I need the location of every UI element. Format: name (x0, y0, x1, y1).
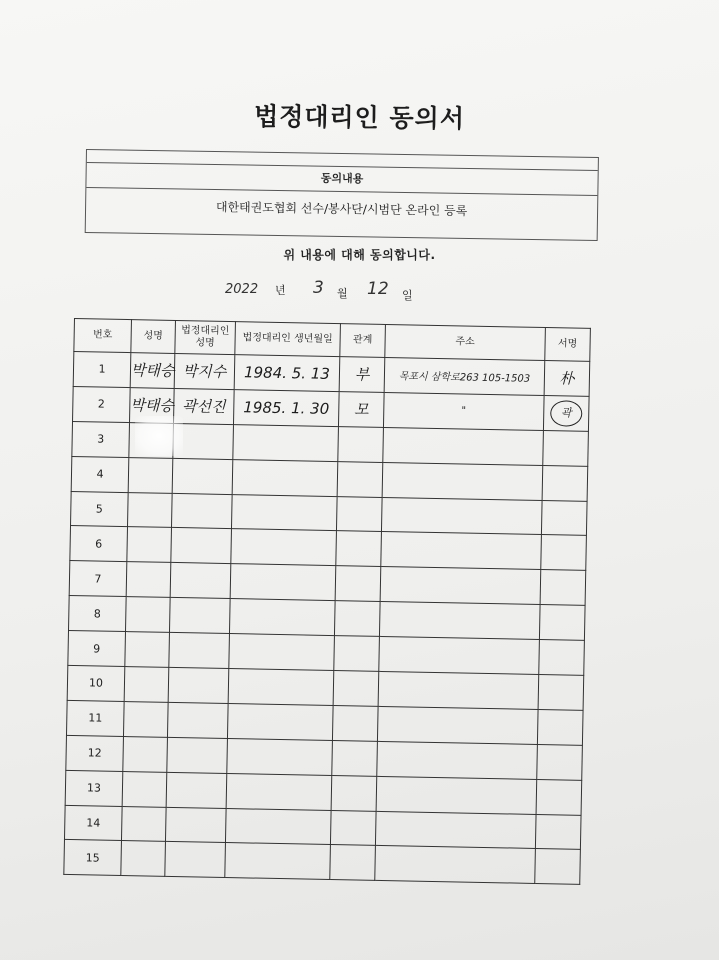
cell-relation (336, 496, 382, 532)
cell-address (381, 532, 542, 570)
cell-guardian-birth (232, 459, 338, 496)
cell-name-text: 박태승 (130, 396, 174, 416)
cell-no-text: 12 (87, 746, 102, 760)
cell-no-text: 13 (86, 781, 102, 795)
cell-no-text: 2 (97, 397, 105, 411)
header-address: 주소 (385, 324, 546, 360)
cell-guardian-name (172, 458, 233, 494)
header-guardian-birth: 법정대리인 생년월일 (235, 322, 341, 357)
cell-address (384, 357, 545, 395)
cell-signature (543, 430, 589, 466)
cell-relation (336, 531, 382, 567)
cell-relation (334, 601, 380, 637)
header-no: 번호 (74, 319, 132, 353)
cell-guardian-name (165, 842, 226, 878)
cell-address (379, 637, 540, 675)
cell-no (65, 770, 123, 806)
cell-guardian-birth (230, 564, 336, 601)
cell-relation (338, 426, 384, 462)
cell-name-text: 박태승 (130, 361, 175, 381)
cell-no-text: 10 (88, 676, 104, 691)
cell-guardian-birth (233, 389, 339, 426)
cell-signature (541, 535, 587, 571)
cell-guardian-birth (226, 773, 332, 810)
cell-name (127, 492, 172, 528)
cell-guardian-birth (228, 669, 334, 706)
cell-name (128, 457, 173, 493)
cell-guardian-name (174, 353, 235, 389)
cell-guardian-name (171, 493, 232, 529)
cell-guardian-birth (231, 529, 337, 566)
cell-name (125, 597, 170, 633)
cell-signature (542, 465, 588, 501)
cell-guardian-birth (227, 703, 333, 740)
cell-address (383, 427, 544, 465)
cell-name (121, 841, 166, 877)
cell-signature (537, 709, 583, 745)
cell-no-text: 7 (94, 572, 102, 586)
cell-address-text: 목포시 삼학로263 105-1503 (398, 371, 531, 386)
cell-name (125, 632, 170, 668)
cell-signature (539, 640, 585, 676)
cell-relation (339, 357, 385, 393)
cell-guardian-birth (225, 808, 331, 845)
date-line (225, 278, 525, 304)
cell-no-text: 14 (86, 816, 101, 830)
cell-no-text: 15 (85, 851, 100, 865)
cell-address (378, 671, 539, 709)
cell-guardian-name (166, 772, 227, 808)
cell-guardian-name-text: 곽선진 (181, 397, 226, 417)
cell-no (71, 456, 129, 492)
cell-address (375, 846, 536, 884)
header-relation: 관계 (340, 324, 386, 358)
cell-guardian-birth (229, 599, 335, 636)
cell-relation (332, 740, 378, 776)
date-day: 12 (367, 279, 389, 299)
cell-guardian-name (171, 528, 232, 564)
cell-relation (332, 705, 378, 741)
cell-relation (334, 636, 380, 672)
cell-guardian-name (167, 702, 228, 738)
cell-address (381, 497, 542, 535)
cell-signature (540, 570, 586, 606)
cell-signature (535, 849, 581, 885)
cell-signature-text: 곽 (550, 400, 582, 427)
cell-guardian-name (165, 807, 226, 843)
cell-signature (537, 744, 583, 780)
cell-signature (543, 395, 589, 431)
cell-guardian-birth (233, 424, 339, 461)
agree-statement: 위 내용에 대해 동의합니다. (283, 248, 436, 262)
cell-relation (333, 671, 379, 707)
cell-no (69, 561, 127, 597)
cell-no-text: 11 (88, 711, 103, 725)
document-title: 법정대리인 동의서 (253, 101, 466, 134)
cell-signature (538, 675, 584, 711)
cell-guardian-birth (234, 355, 340, 392)
cell-no-text: 3 (97, 432, 105, 446)
cell-relation (337, 461, 383, 497)
cell-name (123, 736, 168, 772)
cell-no (68, 631, 126, 667)
cell-signature (535, 814, 581, 850)
date-year-unit: 년 (275, 284, 286, 297)
cell-no-text: 5 (95, 502, 103, 516)
cell-name (121, 806, 166, 842)
cell-guardian-name (167, 737, 228, 773)
cell-no (72, 421, 130, 457)
cell-signature (536, 779, 582, 815)
cell-relation (335, 566, 381, 602)
guardian-table-wrap (63, 318, 590, 888)
cell-no-text: 6 (95, 537, 103, 551)
cell-signature (541, 500, 587, 536)
cell-address (382, 462, 543, 500)
cell-no (64, 840, 122, 876)
cell-relation (330, 845, 376, 881)
header-guardian-name: 법정대리인 성명 (175, 320, 236, 354)
cell-guardian-birth (225, 843, 331, 880)
cell-no (71, 491, 129, 527)
header-name: 성명 (131, 320, 176, 354)
cell-address (375, 811, 536, 849)
cell-name (124, 667, 169, 703)
date-year: 2022 (225, 282, 259, 297)
date-month-unit: 월 (337, 287, 348, 300)
cell-address (377, 741, 538, 779)
cell-relation (338, 391, 384, 427)
cell-address (379, 602, 540, 640)
cell-no-text: 9 (93, 641, 101, 656)
cell-signature-text: 朴 (559, 369, 575, 389)
cell-name (127, 527, 172, 563)
cell-name (126, 562, 171, 598)
cell-no (68, 596, 126, 632)
cell-name (122, 771, 167, 807)
cell-no-text: 1 (98, 362, 106, 377)
date-day-unit: 일 (402, 289, 413, 302)
cell-no (66, 700, 124, 736)
cell-no-text: 4 (96, 467, 104, 481)
cell-address (380, 567, 541, 605)
cell-guardian-name (170, 563, 231, 599)
cell-relation-text: 부 (354, 365, 370, 385)
cell-guardian-name (168, 667, 229, 703)
cell-guardian-birth-text: 1984. 5. 13 (243, 363, 331, 383)
cell-no (67, 665, 125, 701)
cell-signature (544, 361, 590, 397)
cell-address (383, 392, 544, 430)
header-signature: 서명 (545, 328, 591, 362)
cell-guardian-birth (229, 634, 335, 671)
cell-no (73, 352, 131, 388)
cell-relation-text: 모 (353, 400, 369, 419)
consent-box (85, 149, 599, 241)
cell-name (123, 701, 168, 737)
cell-guardian-name (169, 598, 230, 634)
cell-address-text: " (461, 405, 467, 417)
cell-relation (331, 775, 377, 811)
guardian-table (63, 318, 591, 885)
cell-relation (330, 810, 376, 846)
cell-no (66, 735, 124, 771)
cell-address (376, 776, 537, 814)
cell-guardian-name-text: 박지수 (182, 362, 227, 382)
whiteout-smudge (135, 416, 183, 456)
cell-guardian-name (169, 633, 230, 669)
cell-guardian-birth-text: 1985. 1. 30 (243, 398, 330, 418)
cell-no (64, 805, 122, 841)
cell-no (70, 526, 128, 562)
cell-guardian-birth (227, 738, 333, 775)
cell-name (130, 353, 175, 389)
consent-body: 대한태권도협회 선수/봉사단/시범단 온라인 등록 (215, 200, 468, 218)
cell-no-text: 8 (93, 607, 101, 621)
date-month: 3 (313, 278, 324, 298)
consent-header: 동의내용 (86, 163, 597, 196)
cell-no (73, 386, 131, 422)
cell-guardian-birth (231, 494, 337, 531)
cell-address (377, 706, 538, 744)
cell-signature (539, 605, 585, 641)
